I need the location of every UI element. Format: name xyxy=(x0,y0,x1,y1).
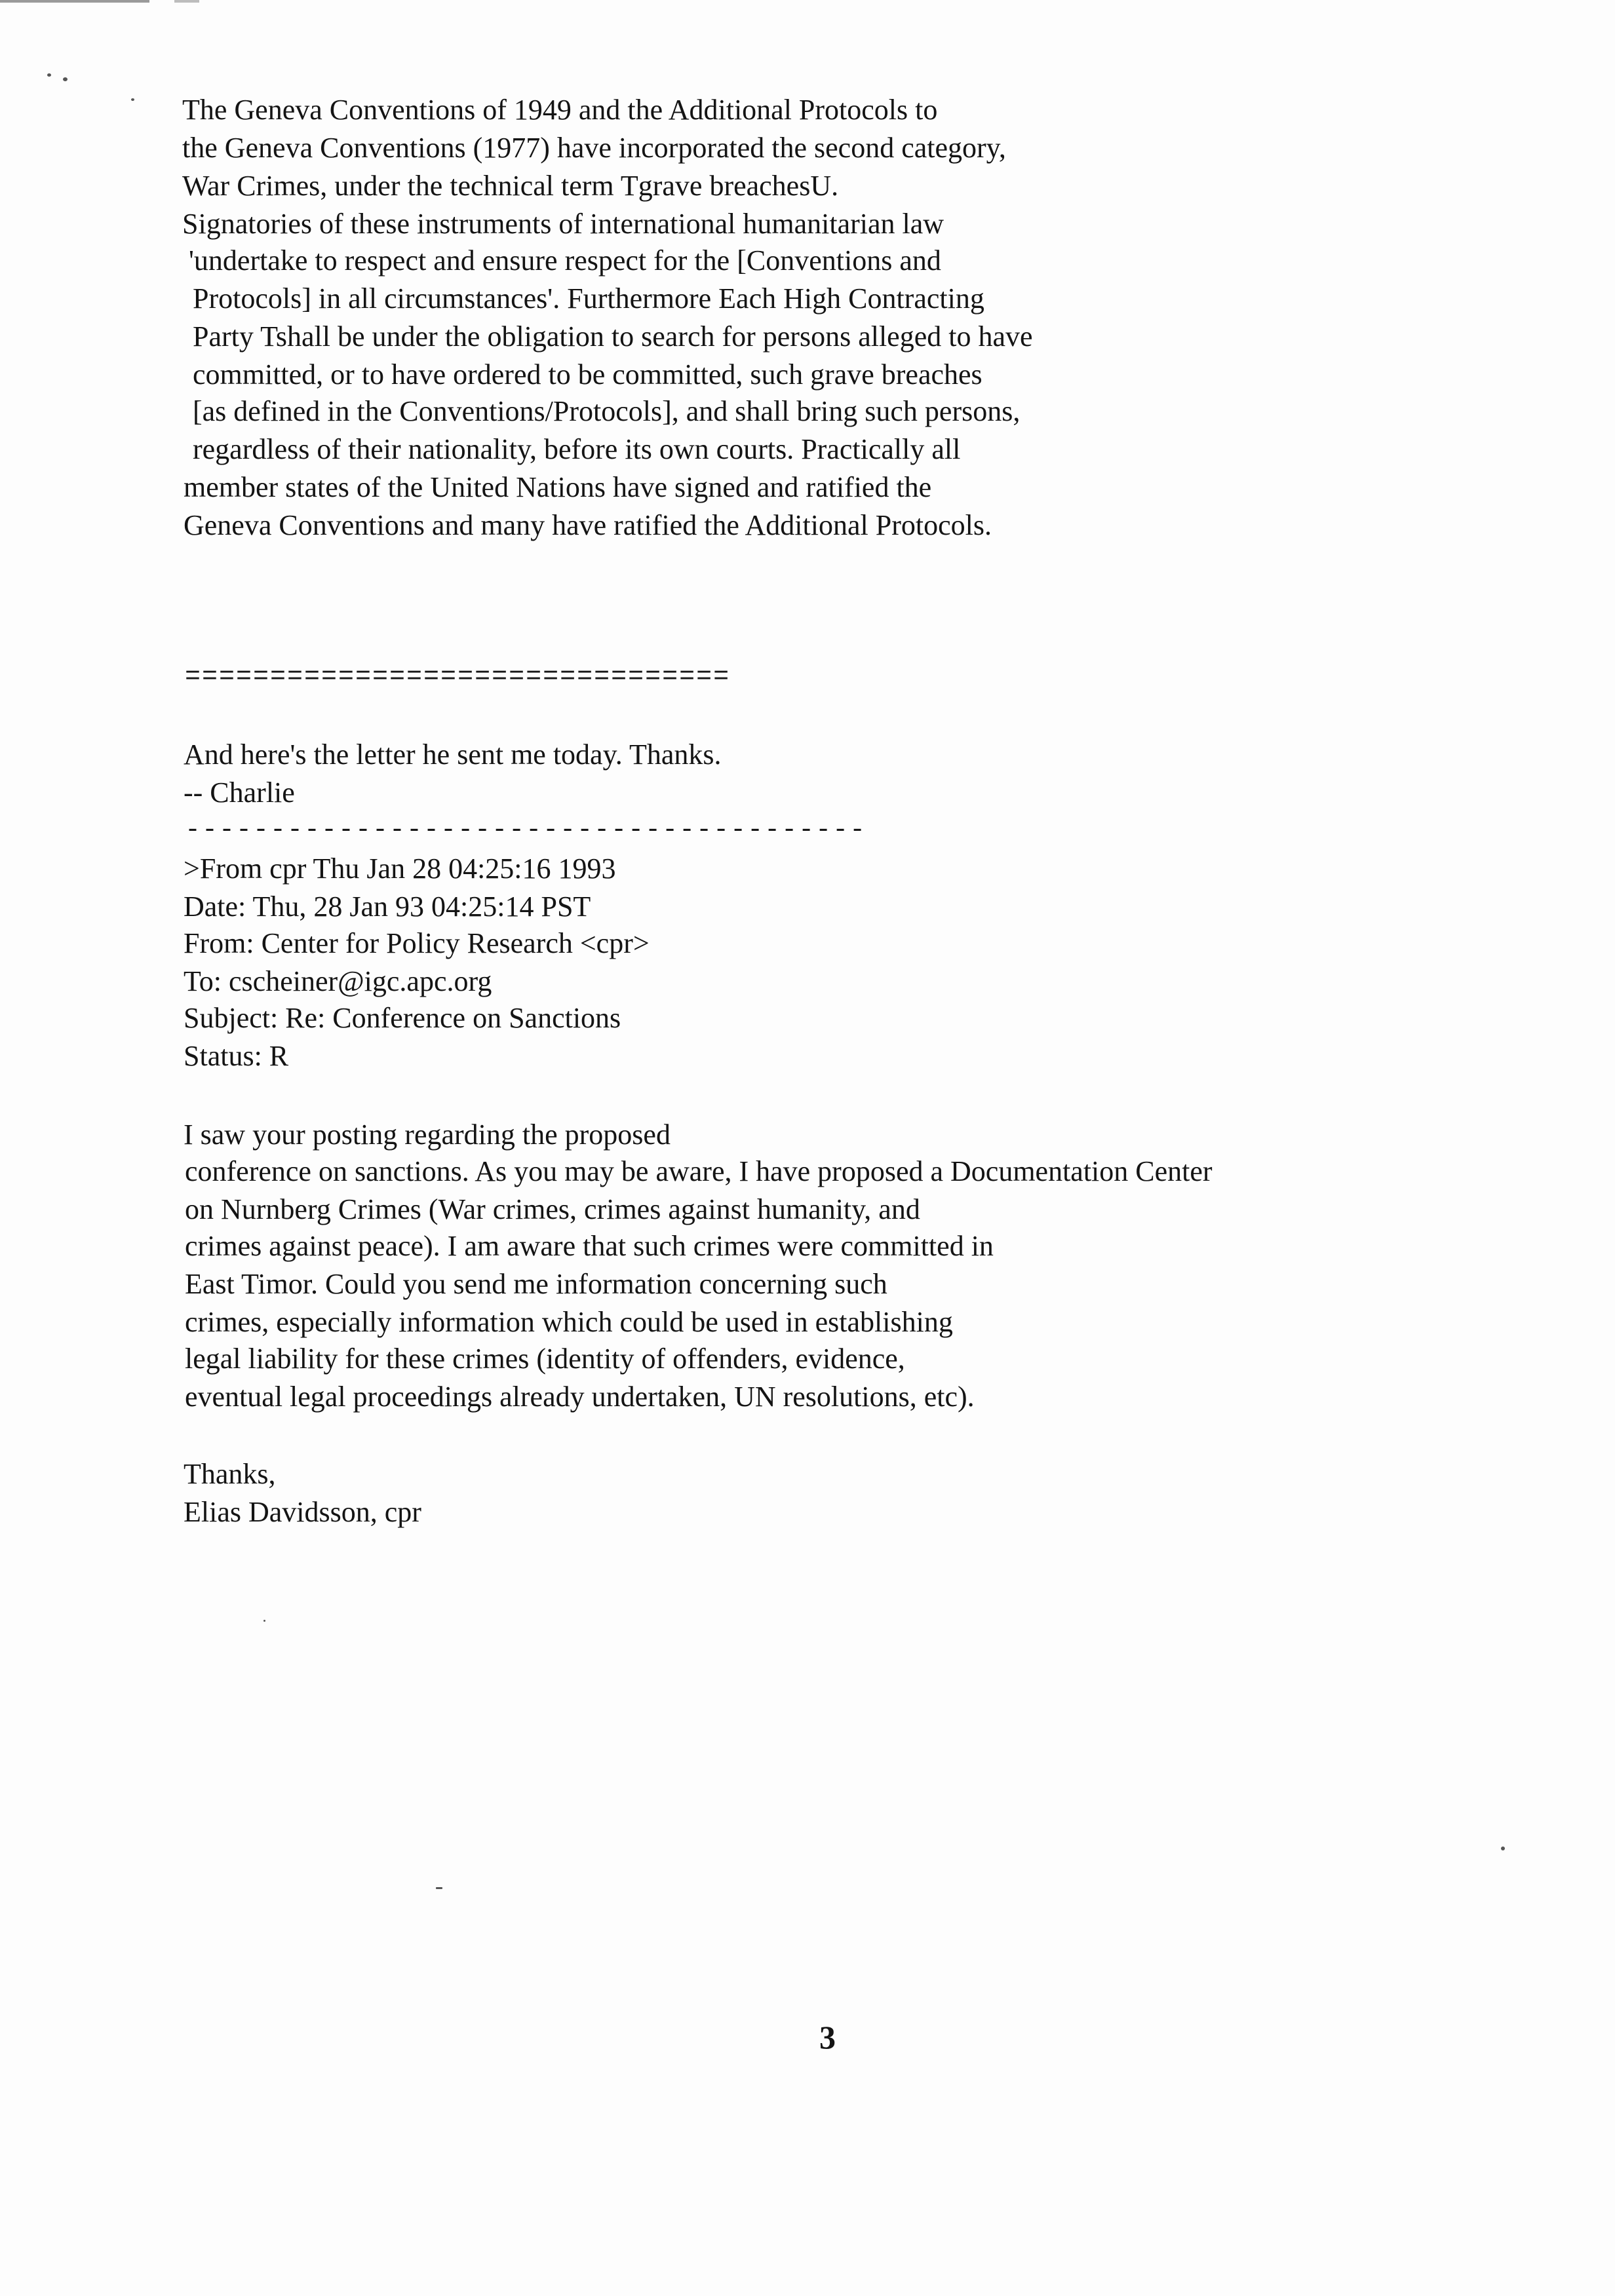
email-body-line: on Nurnberg Crimes (War crimes, crimes against humanity, and xyxy=(185,1193,920,1225)
paragraph-line: The Geneva Conventions of 1949 and the Additional Protocols to xyxy=(182,94,938,126)
paragraph-line: the Geneva Conventions (1977) have incorporated the second category, xyxy=(182,132,1006,164)
email-body-line: crimes against peace). I am aware that such crimes were committed in xyxy=(185,1230,994,1262)
intro-line: And here's the letter he sent me today. Thanks. xyxy=(184,738,722,771)
paragraph-line: 'undertake to respect and ensure respect for the [Conventions and xyxy=(189,244,941,277)
intro-signature: -- Charlie xyxy=(184,776,295,809)
email-body-line: legal liability for these crimes (identity of offenders, evidence, xyxy=(185,1343,905,1375)
dash-separator: ---------------------------------------- xyxy=(185,816,867,845)
paragraph-line: Party Tshall be under the obligation to search for persons alleged to have xyxy=(193,320,1033,353)
signoff-name: Elias Davidsson, cpr xyxy=(184,1496,421,1528)
email-body-line: crimes, especially information which could be used in establishing xyxy=(185,1306,953,1338)
email-header-status: Status: R xyxy=(184,1040,289,1072)
email-body-line: I saw your posting regarding the proposed xyxy=(184,1119,671,1151)
paragraph-line: committed, or to have ordered to be committed, such grave breaches xyxy=(193,358,983,391)
email-body-line: East Timor. Could you send me information concerning such xyxy=(185,1268,887,1300)
paragraph-line: Geneva Conventions and many have ratified the Additional Protocols. xyxy=(184,509,992,541)
scan-speck xyxy=(63,77,68,81)
page-number: 3 xyxy=(819,2019,836,2056)
paragraph-line: Signatories of these instruments of international humanitarian law xyxy=(182,208,944,240)
scan-speck xyxy=(47,73,51,77)
paragraph-line: War Crimes, under the technical term Tgrave breachesU. xyxy=(182,170,839,202)
scan-speck xyxy=(263,1620,265,1622)
email-body-line: conference on sanctions. As you may be aware, I have proposed a Documentation Center xyxy=(185,1155,1213,1187)
scan-edge-mark xyxy=(0,0,249,3)
scan-speck xyxy=(1501,1846,1505,1850)
scan-speck xyxy=(131,98,134,101)
email-header-subject: Subject: Re: Conference on Sanctions xyxy=(184,1002,621,1034)
email-header-date: Date: Thu, 28 Jan 93 04:25:14 PST xyxy=(184,890,591,923)
paragraph-line: member states of the United Nations have signed and ratified the xyxy=(184,471,932,503)
email-header-from: From: Center for Policy Research <cpr> xyxy=(184,927,650,959)
email-body-line: eventual legal proceedings already undertaken, UN resolutions, etc). xyxy=(185,1381,975,1413)
paragraph-line: regardless of their nationality, before its own courts. Practically all xyxy=(193,433,961,465)
signoff-thanks: Thanks, xyxy=(184,1458,276,1490)
email-header-line: >From cpr Thu Jan 28 04:25:16 1993 xyxy=(184,852,616,885)
paragraph-line: [as defined in the Conventions/Protocols], and shall bring such persons, xyxy=(193,395,1021,427)
equals-separator: ================================ xyxy=(185,662,731,692)
email-header-to: To: cscheiner@igc.apc.org xyxy=(184,965,492,997)
paragraph-line: Protocols] in all circumstances'. Furthermore Each High Contracting xyxy=(193,282,984,315)
scan-speck xyxy=(436,1887,442,1889)
